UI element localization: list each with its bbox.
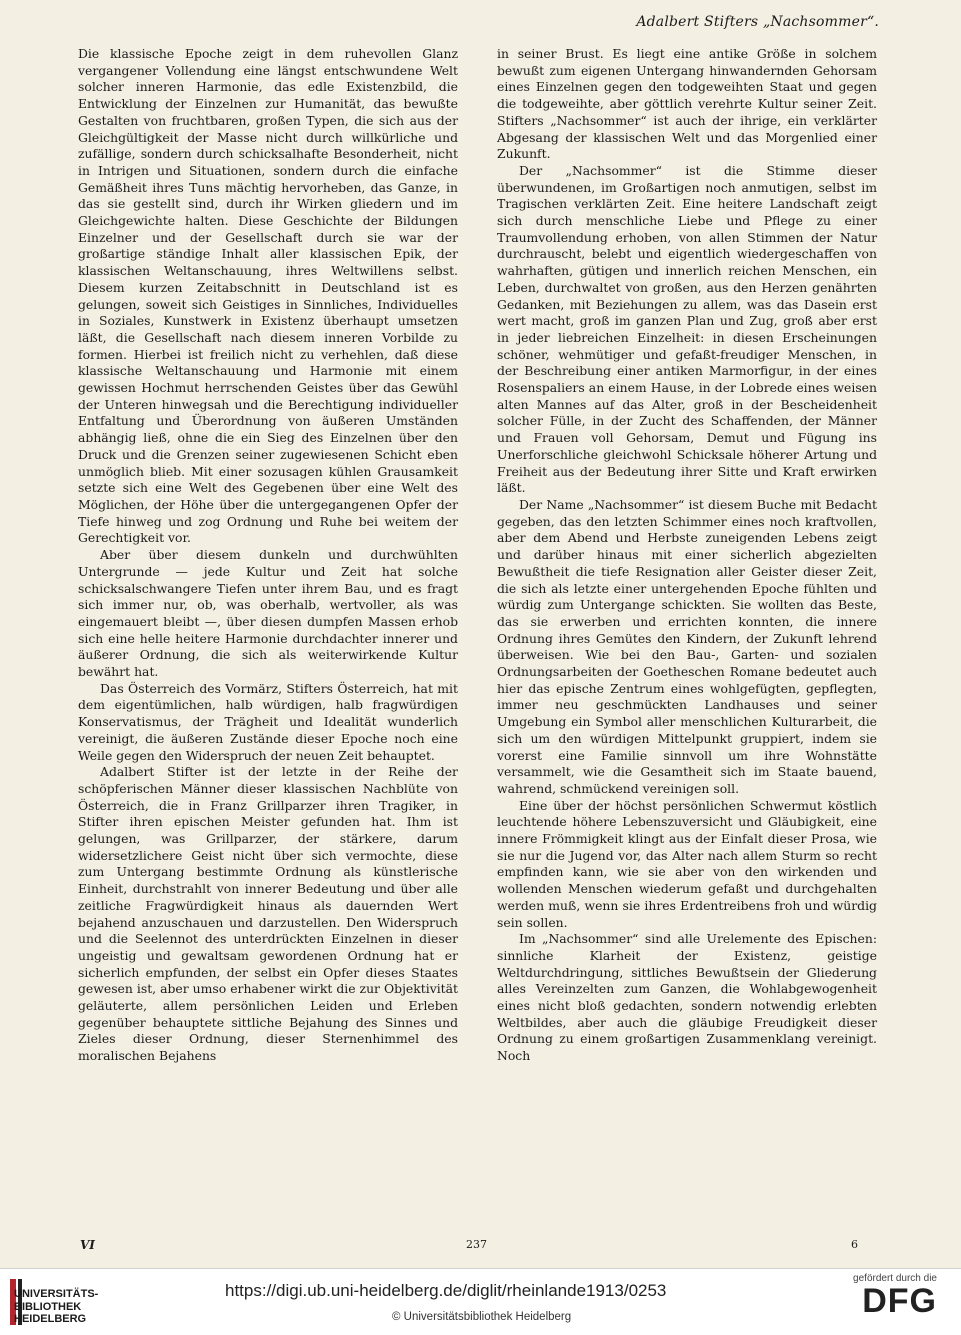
library-name-line: UNIVERSITÄTS- [14,1288,99,1300]
library-name [14,1288,98,1326]
library-name-line: BIBLIOTHEK [14,1300,82,1313]
paragraph: Der Name „Nachsommer“ ist diesem Buche mit Bedacht gegeben, das den letzten Schimmer eines noch kraftvollen, aber dem Abend und Herbste zuneigenden Lebens zeigt und darüber hinaus mit einer sicherlich abgezielten Bewußtheit die tiefe Resignation aller Geister dieser Zeit, die sich als letzte einer untergehenden Epoche fühlten und würdig zum Untergange schickten. Sie wollten das Beste, das sie erwerben und errichten konnten, die innere Ordnung ihres Gemütes den Kindern, der Zukunft lehrend überweisen. Wie bei den Bau-, Garten- und sozialen Ordnungsarbeiten der Goetheschen Romane bedeutet auch hier das epische Zentrum eines wohlgefügten, gepflegten, immer neu geschmückten Landhauses und seiner Umgebung ein Symbol aller menschlichen Kulturarbeit, die sich um den würdigen Mittelpunkt gruppiert, indem sie vorerst eine Familie sinnvoll um ihre Wohnstätte versammelt, wie die Gesamtheit sich im Staate bauend, wahrend, schmückend vereinigen soll. [497,496,877,796]
library-name-line: HEIDELBERG [14,1313,87,1325]
signature-mark: VI [80,1238,95,1252]
paragraph: Adalbert Stifter ist der letzte in der Reihe der schöpferischen Männer dieser klassischen Nachblüte von Österreich, die in Franz Grillparzer ihren Tragiker, in Stifter ihren epischen Meister gefunden hat. Ihm ist gelungen, was Grillparzer, der stärkere, darum widersetzlichere Geist nicht über sich vermochte, diese zum Untergang bestimmte Ordnung als künstlerische Einheit, durchstrahlt von innerer Bedeutung und über alle zeitliche Fragwürdigkeit hinaus als dauernden Wert bejahend anzuschauen und darzustellen. Den Widerspruch und die Seelennot des unterdrückten Einzelnen in dieser ungeistig und gewaltsam gewordenen Ordnung hat er sicherlich empfunden, der selbst ein Opfer dieses Staates gewesen ist, aber umso erhabener wirkt die zur Objektivität geläuterte, allem persönlichen Leiden und Erleben gegenüber behauptete sittliche Bejahung des Sinnes und Zieles dieser Ordnung, dieser Sternenhimmel des moralischen Bejahens [78,764,458,1064]
funder-name: DFG [862,1282,937,1320]
funder-label: gefördert durch die [853,1273,937,1284]
viewer-footer [0,1268,961,1335]
paragraph: Der „Nachsommer“ ist die Stimme dieser überwundenen, im Großartigen noch anmutigen, selbst im Tragischen verklärten Zeit. Eine heitere Landschaft zeigt sich durch menschliche Liebe und Pflege zu einer Traumvollendung erhoben, von allen Stimmen der Natur durchrauscht, belebt und eigentlich wiedergeschaffen von wahrhaften, gütigen und innerlich reichen Menschen, ein Leben, durchwaltet von großen, aus den Herzen genährten Gedanken, mit Beziehungen zu allem, was das Dasein erst wert macht, groß im ganzen Plan und Zug, groß aber erst in jeder liebreichen Einzelheit: in diesen Erscheinungen schöner, wehmütiger und gefaßt-freudiger Menschen, in der Beschreibung einer antiken Marmorfigur, in der eines Rosenspaliers an einem Hause, in der Lobrede eines weisen alten Mannes auf das Alter, groß in der Bescheidenheit solcher Fülle, in der Zucht des Schaffenden, der Männer und Frauen voll Gehorsam, Demut und Fügung ins Unerforschliche gleichwohl Schicksale höherer Artung und Freiheit aus der Bedeutung ihrer Sitte und Kraft erwirken läßt. [497,162,877,496]
paragraph: Eine über der höchst persönlichen Schwermut köstlich leuchtende höhere Lebenszuversicht und Gläubigkeit, eine innere Frömmigkeit klingt aus der Einfalt dieser Prosa, wie sie nur die Jugend vor, das Alter nach allem Sturm so recht empfinden kann, wie sie aber von den wirkenden und wollenden Menschen wiederum gefaßt und durchgehalten werden muß, wenn sie ihres Erdentreibens froh und würdig sein sollen. [497,797,877,930]
paragraph: Im „Nachsommer“ sind alle Urelemente des Epischen: sinnliche Klarheit der Existenz, geistige Weltdurchdringung, sittliches Bewußtsein der Gliederung alles Vereinzelten zum Ganzen, die Wohlabgewogenheit eines nicht bloß gedachten, sondern notwendig erlebten Weltbildes, aber auch die gläubige Freudigkeit dieser Ordnung zu einem großartigen Zusammenklang vereinigt. Noch [497,931,877,1064]
paragraph: Die klassische Epoche zeigt in dem ruhevollen Glanz vergangener Vollendung eine längst entschwundene Welt solcher inneren Harmonie, das edle Existenzbild, die Entwicklung der Einzelnen zur Humanität, das bewußte Gestalten von fruchtbaren, großen Typen, die sich aus der Gleichgültigkeit der Masse nicht durch willkürliche und zufällige, sondern durch schicksalhafte Besonderheit, nicht in Intrigen und Situationen, sondern durch die einfache Gemäßheit ihres Tuns mächtig hervorheben, das Ganze, in das sie gestellt sind, durch ihr Wirken gliedern und im Gleichgewichte halten. Diese Geschichte der Bildungen Einzelner und der Gesellschaft durch sie war der großartige ständige Inhalt aller klassischen Epik, der klassischen Weltanschauung, ihres Weltwillens selbst. Diesem kurzen Zeitabschnitt in Deutschland ist es gelungen, soweit sich Geistiges in Sinnliches, Individuelles in Soziales, Kunstwerk in Existenz überhaupt umsetzen läßt, die Gesellschaft nach diesem inneren Vorbilde zu formen. Hierbei ist freilich nicht zu verhehlen, daß diese klassische Weltanschauung und Harmonie mit einem gewissen Hochmut herrschenden Geistes über das Gewühl der Unteren hinwegsah und die Berechtigung individueller Entfaltung und Überordnung von äußeren Umständen abhängig ließ, ohne die ein Sieg des Einzelnen über den Druck und die Grenzen seiner zugewiesenen Schicht eben unmöglich blieb. Mit einer sozusagen kühlen Grausamkeit setzte sich eine Welt des Gegebenen über eine Welt des Möglichen, der Höhe über die untergegangenen Opfer der Tiefe hinweg und zog Ordnung und Ruhe bei weitem der Gerechtigkeit vor. [78,46,458,546]
funder-logo [827,1273,937,1318]
sheet-marker: 6 [851,1238,858,1251]
paragraph: Aber über diesem dunkeln und durchwühlten Untergrunde — jede Kultur und Zeit hat solche schicksalschwangere Tiefen unter ihrem Bau, und es fragt sich immer nur, ob, was oberhalb, wertvoller, als was eingemauert bleibt —, über diesen dumpfen Massen erhob sich eine helle heitere Harmonie durchdachter innerer und äußerer Ordnung, die sich als weiterwirkende Kultur bewährt hat. [78,547,458,680]
paragraph: in seiner Brust. Es liegt eine antike Größe in solchem bewußt zum eigenen Untergang hinwandernden Gehorsam eines Einzelnen gegen den todgeweihten Staat und gegen die todgeweihte, aber göttlich verehrte Kultur seiner Zeit. Stifters „Nachsommer“ ist auch der ihrige, ein verklärter Abgesang der klassischen Welt und das Morgenlied einer Zukunft. [497,46,877,162]
left-column [78,46,458,1065]
right-column [497,46,877,1065]
copyright-notice: © Universitätsbibliothek Heidelberg [392,1311,572,1323]
paragraph: Das Österreich des Vormärz, Stifters Österreich, hat mit dem eigentümlichen, halb würdigen, halb fragwürdigen Konservatismus, der Trägheit und Idealität wunderlich vereinigt, die äußeren Zustände dieser Epoche noch eine Weile gegen den Widerspruch der neuen Zeit behauptet. [78,680,458,763]
running-head: Adalbert Stifters „Nachsommer“. [636,14,879,30]
page-number: 237 [466,1238,487,1251]
permalink-url[interactable]: https://digi.ub.uni-heidelberg.de/diglit/rheinlande1913/0253 [225,1281,667,1300]
